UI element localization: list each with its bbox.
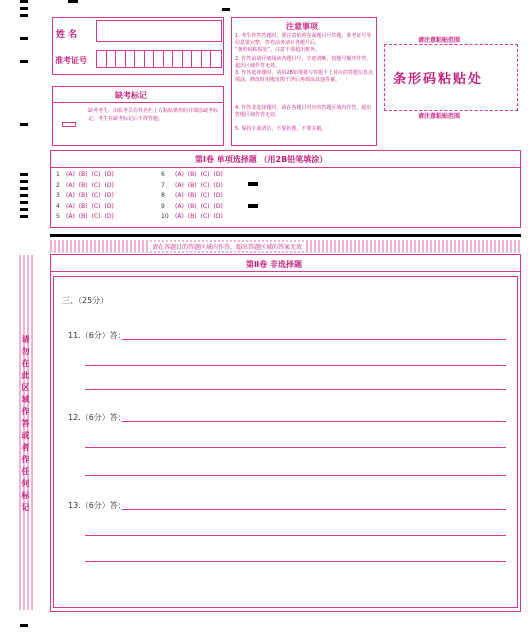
id-number-grid[interactable] <box>96 50 222 68</box>
mcq-option-bubble[interactable]: (B) <box>187 213 197 220</box>
mcq-question-number: 3 <box>56 192 60 199</box>
mcq-option-bubble[interactable]: (B) <box>78 202 88 210</box>
mcq-option-bubble[interactable]: (C) <box>200 192 210 199</box>
section1-title: 第Ⅰ卷 单项选择题 （用2B铅笔填涂） <box>195 155 328 164</box>
mcq-option-bubble[interactable]: (A) <box>175 202 184 210</box>
answer-line[interactable] <box>122 339 506 340</box>
mcq-option-bubble[interactable]: (C) <box>200 181 210 189</box>
mcq-option-bubble[interactable]: (C) <box>91 181 101 189</box>
name-field[interactable] <box>96 20 222 42</box>
mcq-question-row <box>161 192 227 200</box>
mcq-option-bubble[interactable]: (D) <box>104 181 114 189</box>
mcq-question-number: 7 <box>161 181 165 189</box>
mcq-option-bubble[interactable]: (D) <box>104 192 114 199</box>
mcq-option-bubble[interactable]: (C) <box>91 192 101 199</box>
mcq-question-number: 9 <box>161 202 165 210</box>
question-13-label: 13.（6分）答： <box>68 501 126 510</box>
mcq-option-bubble[interactable]: (D) <box>213 192 223 199</box>
mcq-option-bubble[interactable]: (A) <box>66 192 75 199</box>
notice-item: 3. 作答选择题时，请用2B铅笔将与答题卡上对应的答题信息点填涂，修改时用橡皮擦干净后再填涂其他答案。 <box>235 70 373 83</box>
mcq-option-bubble[interactable]: (A) <box>66 202 75 210</box>
mcq-option-bubble[interactable]: (C) <box>200 202 210 210</box>
timing-mark <box>20 187 28 190</box>
barcode-top-label: 请注意粘贴范围 <box>418 37 461 44</box>
mcq-option-bubble[interactable]: (C) <box>91 171 101 178</box>
mcq-option-bubble[interactable]: (D) <box>104 171 114 178</box>
absent-title-rule <box>53 102 223 103</box>
notice-item: 4. 作答非选择题时，请在各题目对应的答题区域内作答，超出答题区域作答无效。 <box>235 105 372 118</box>
answer-line[interactable] <box>85 389 506 390</box>
mcq-question-row <box>161 203 227 211</box>
mcq-question-row <box>56 192 118 200</box>
timing-mark <box>68 0 78 3</box>
mcq-option-bubble[interactable]: (C) <box>91 202 101 210</box>
barcode-main-label: 条形码粘贴处 <box>393 72 484 87</box>
absent-text: 缺考考生，由监考员在姓名栏上方粘贴条形码并填涂缺考标记，考生在缺考标记后不得答题。 <box>88 108 219 122</box>
timing-mark <box>20 37 28 40</box>
answer-line[interactable] <box>85 561 506 562</box>
timing-mark <box>20 173 28 176</box>
mcq-option-bubble[interactable]: (D) <box>213 202 223 210</box>
mcq-option-bubble[interactable]: (B) <box>187 171 197 178</box>
question-12-label: 12.（6分）答： <box>68 413 126 422</box>
mcq-question-row <box>161 213 227 221</box>
mcq-question-row <box>56 182 118 190</box>
section1-title-rule <box>51 167 520 168</box>
notice-item: 5. 保持卡面清洁，不要折叠，不要弄破。 <box>235 126 327 132</box>
answer-line[interactable] <box>122 509 506 510</box>
mcq-option-bubble[interactable]: (A) <box>175 171 184 178</box>
notice-item: “条形码粘贴处”。注意不要超出框外。 <box>235 47 321 53</box>
notice-item: 1. 考生作答答题时，要注意依照卷面题目号答题，准考证号等信息要完整，答卷前务请在各题号后， <box>235 33 372 46</box>
mcq-question-row <box>56 213 118 221</box>
mcq-option-bubble[interactable]: (A) <box>175 213 184 220</box>
section-divider <box>50 234 521 237</box>
mcq-option-bubble[interactable]: (C) <box>200 171 210 178</box>
answer-line[interactable] <box>122 421 506 422</box>
side-no-write-text: 请勿在此区域作答或者作任何标记 <box>21 335 30 515</box>
mcq-dark-mark <box>248 204 258 208</box>
mcq-option-bubble[interactable]: (A) <box>66 213 75 220</box>
answer-area-q3 <box>53 276 518 608</box>
mcq-question-row <box>161 171 227 179</box>
absent-title: 缺考标记 <box>115 91 147 100</box>
timing-mark <box>20 0 28 3</box>
id-label: 准考证号 <box>55 56 87 65</box>
mcq-option-bubble[interactable]: (D) <box>213 171 223 178</box>
mcq-option-bubble[interactable]: (A) <box>66 171 75 178</box>
question-3-label: 三、（25分） <box>62 296 109 305</box>
mcq-option-bubble[interactable]: (B) <box>78 192 88 199</box>
timing-mark <box>20 194 28 197</box>
mcq-option-bubble[interactable]: (B) <box>78 181 88 189</box>
mcq-option-bubble[interactable]: (A) <box>175 192 184 199</box>
answer-line[interactable] <box>85 365 506 366</box>
mcq-option-bubble[interactable]: (D) <box>213 181 223 189</box>
mcq-option-bubble[interactable]: (B) <box>78 171 88 178</box>
timing-mark <box>20 208 28 211</box>
absent-checkbox[interactable] <box>62 122 76 127</box>
section2-title: 第Ⅱ卷 非选择题 <box>246 260 303 269</box>
mcq-question-number: 1 <box>56 171 60 178</box>
mcq-option-bubble[interactable]: (C) <box>200 213 210 220</box>
mcq-question-number: 8 <box>161 192 165 199</box>
timing-mark <box>20 201 28 204</box>
timing-mark <box>20 123 28 126</box>
mcq-question-number: 2 <box>56 181 60 189</box>
mcq-option-bubble[interactable]: (B) <box>187 202 197 210</box>
question-11-label: 11.（6分）答： <box>68 331 126 340</box>
name-label: 姓 名 <box>56 30 78 40</box>
mcq-option-bubble[interactable]: (A) <box>175 181 184 189</box>
answer-line[interactable] <box>85 535 506 536</box>
timing-mark <box>20 14 28 17</box>
mcq-dark-mark <box>248 182 258 186</box>
mcq-option-bubble[interactable]: (D) <box>104 213 114 220</box>
mcq-option-bubble[interactable]: (A) <box>66 181 75 189</box>
mcq-option-bubble[interactable]: (B) <box>78 213 88 220</box>
mcq-question-number: 10 <box>161 213 169 220</box>
mcq-question-row <box>161 182 227 190</box>
timing-mark <box>20 60 28 63</box>
mcq-option-bubble[interactable]: (D) <box>104 202 114 210</box>
answer-line[interactable] <box>85 447 506 448</box>
answer-line[interactable] <box>85 475 506 476</box>
timing-mark <box>20 180 28 183</box>
timing-mark <box>20 624 28 627</box>
timing-mark <box>20 7 28 10</box>
mcq-question-number: 5 <box>56 213 60 220</box>
mcq-question-number: 6 <box>161 171 165 178</box>
barcode-bottom-label: 请注意粘贴范围 <box>418 113 461 120</box>
mcq-question-row <box>56 203 118 211</box>
mcq-question-number: 4 <box>56 202 60 210</box>
timing-mark <box>20 215 28 218</box>
notice-title: 注意事项 <box>286 22 318 31</box>
mcq-option-bubble[interactable]: (C) <box>91 213 101 220</box>
mcq-option-bubble[interactable]: (B) <box>187 192 197 199</box>
mcq-question-row <box>56 171 118 179</box>
notice-item: 2. 作答前请仔细阅读各题目号，字迹清晰，按题号顺序作答，超出区域作答无效。 <box>235 56 372 69</box>
section2-notice-text: 请在各题目的答题区域内作答，超出答题区域的答案无效 <box>152 244 303 251</box>
timing-mark <box>222 8 230 11</box>
section2-title-rule <box>51 271 520 272</box>
mcq-option-bubble[interactable]: (B) <box>187 181 197 189</box>
mcq-option-bubble[interactable]: (D) <box>213 213 223 220</box>
